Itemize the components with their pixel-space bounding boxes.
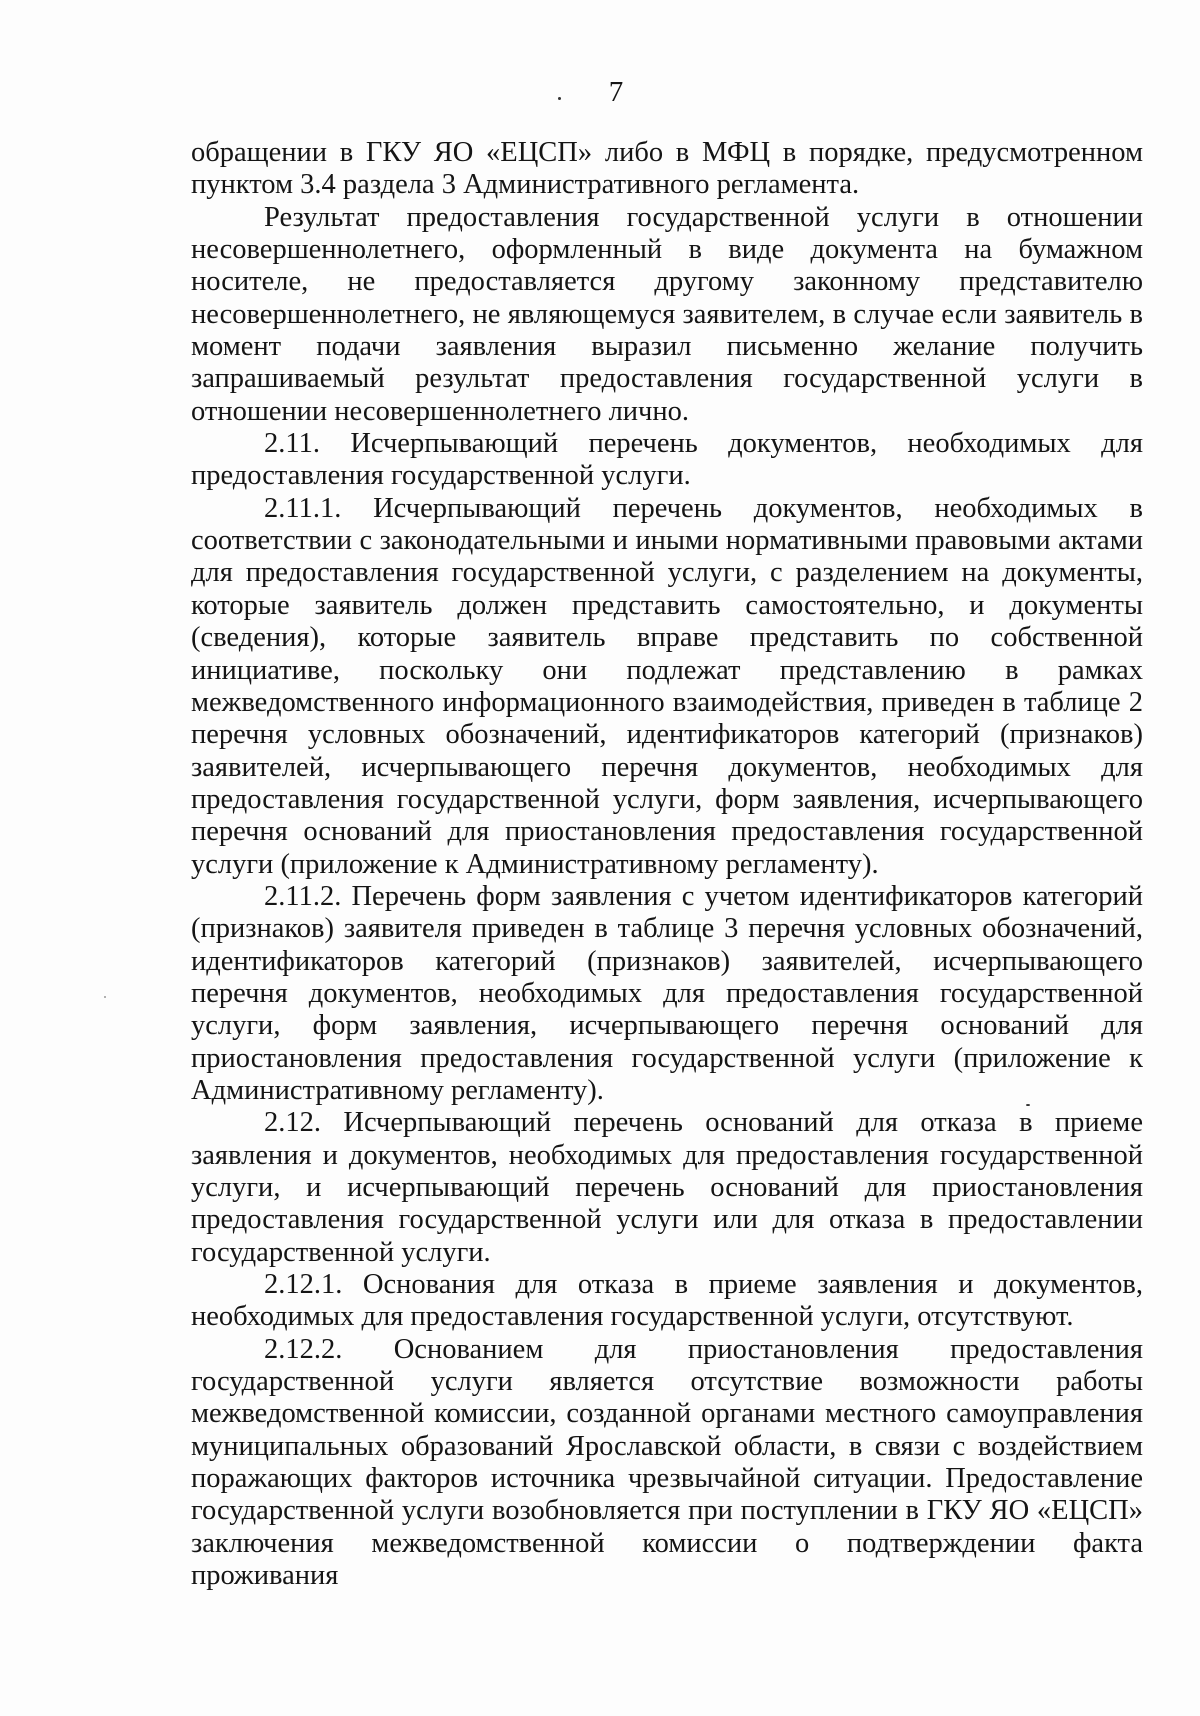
paragraph-2-11-2: 2.11.2. Перечень форм заявления с учетом идентификаторов категорий (признаков) заявителя приведен в таблице 3 перечня условных обозначений, идентификаторов категорий (признаков) заявителей, исчерпывающего перечня документов, необходимых для предоставления государственной услуги, форм заявления, исчерпывающего перечня оснований для приостановления предоставления государственной услуги (приложение к Административному регламенту). [191, 880, 1143, 1106]
paragraph-2-12-1: 2.12.1. Основания для отказа в приеме заявления и документов, необходимых для предоставления государственной услуги, отсутствуют. [191, 1269, 1143, 1333]
paragraph-result-minor: Результат предоставления государственной услуги в отношении несовершеннолетнего, оформленный в виде документа на бумажном носителе, не предоставляется другому законному представителю несовершеннолетнего, не являющемуся заявителем, в случае если заявитель в момент подачи заявления выразил письменно желание получить запрашиваемый результат предоставления государственной услуги в отношении несовершеннолетнего лично. [191, 201, 1143, 427]
document-body [191, 137, 1143, 1592]
paragraph-2-12: 2.12. Исчерпывающий перечень оснований для отказа в приеме заявления и документов, необходимых для предоставления государственной услуги, и исчерпывающий перечень оснований для приостановления предоставления государственной услуги или для отказа в предоставлении государственной услуги. [191, 1107, 1143, 1268]
page-number: 7 [608, 76, 624, 108]
scan-artifact-dot [104, 996, 106, 998]
paragraph-continuation: обращении в ГКУ ЯО «ЕЦСП» либо в МФЦ в порядке, предусмотренном пунктом 3.4 раздела 3 Административного регламента. [191, 137, 1143, 201]
paragraph-2-12-2: 2.12.2. Основанием для приостановления предоставления государственной услуги является отсутствие возможности работы межведомственной комиссии, созданной органами местного самоуправления муниципальных образований Ярославской области, в связи с воздействием поражающих факторов источника чрезвычайной ситуации. Предоставление государственной услуги возобновляется при поступлении в ГКУ ЯО «ЕЦСП» заключения межведомственной комиссии о подтверждении факта проживания [191, 1333, 1143, 1592]
paragraph-2-11-1: 2.11.1. Исчерпывающий перечень документов, необходимых в соответствии с законодательными и иными нормативными правовыми актами для предоставления государственной услуги, с разделением на документы, которые заявитель должен представить самостоятельно, и документы (сведения), которые заявитель вправе представить по собственной инициативе, поскольку они подлежат представлению в рамках межведомственного информационного взаимодействия, приведен в таблице 2 перечня условных обозначений, идентификаторов категорий (признаков) заявителей, исчерпывающего перечня документов, необходимых для предоставления государственной услуги, форм заявления, исчерпывающего перечня оснований для приостановления предоставления государственной услуги (приложение к Административному регламенту). [191, 492, 1143, 880]
paragraph-2-11: 2.11. Исчерпывающий перечень документов, необходимых для предоставления государственной услуги. [191, 428, 1143, 492]
